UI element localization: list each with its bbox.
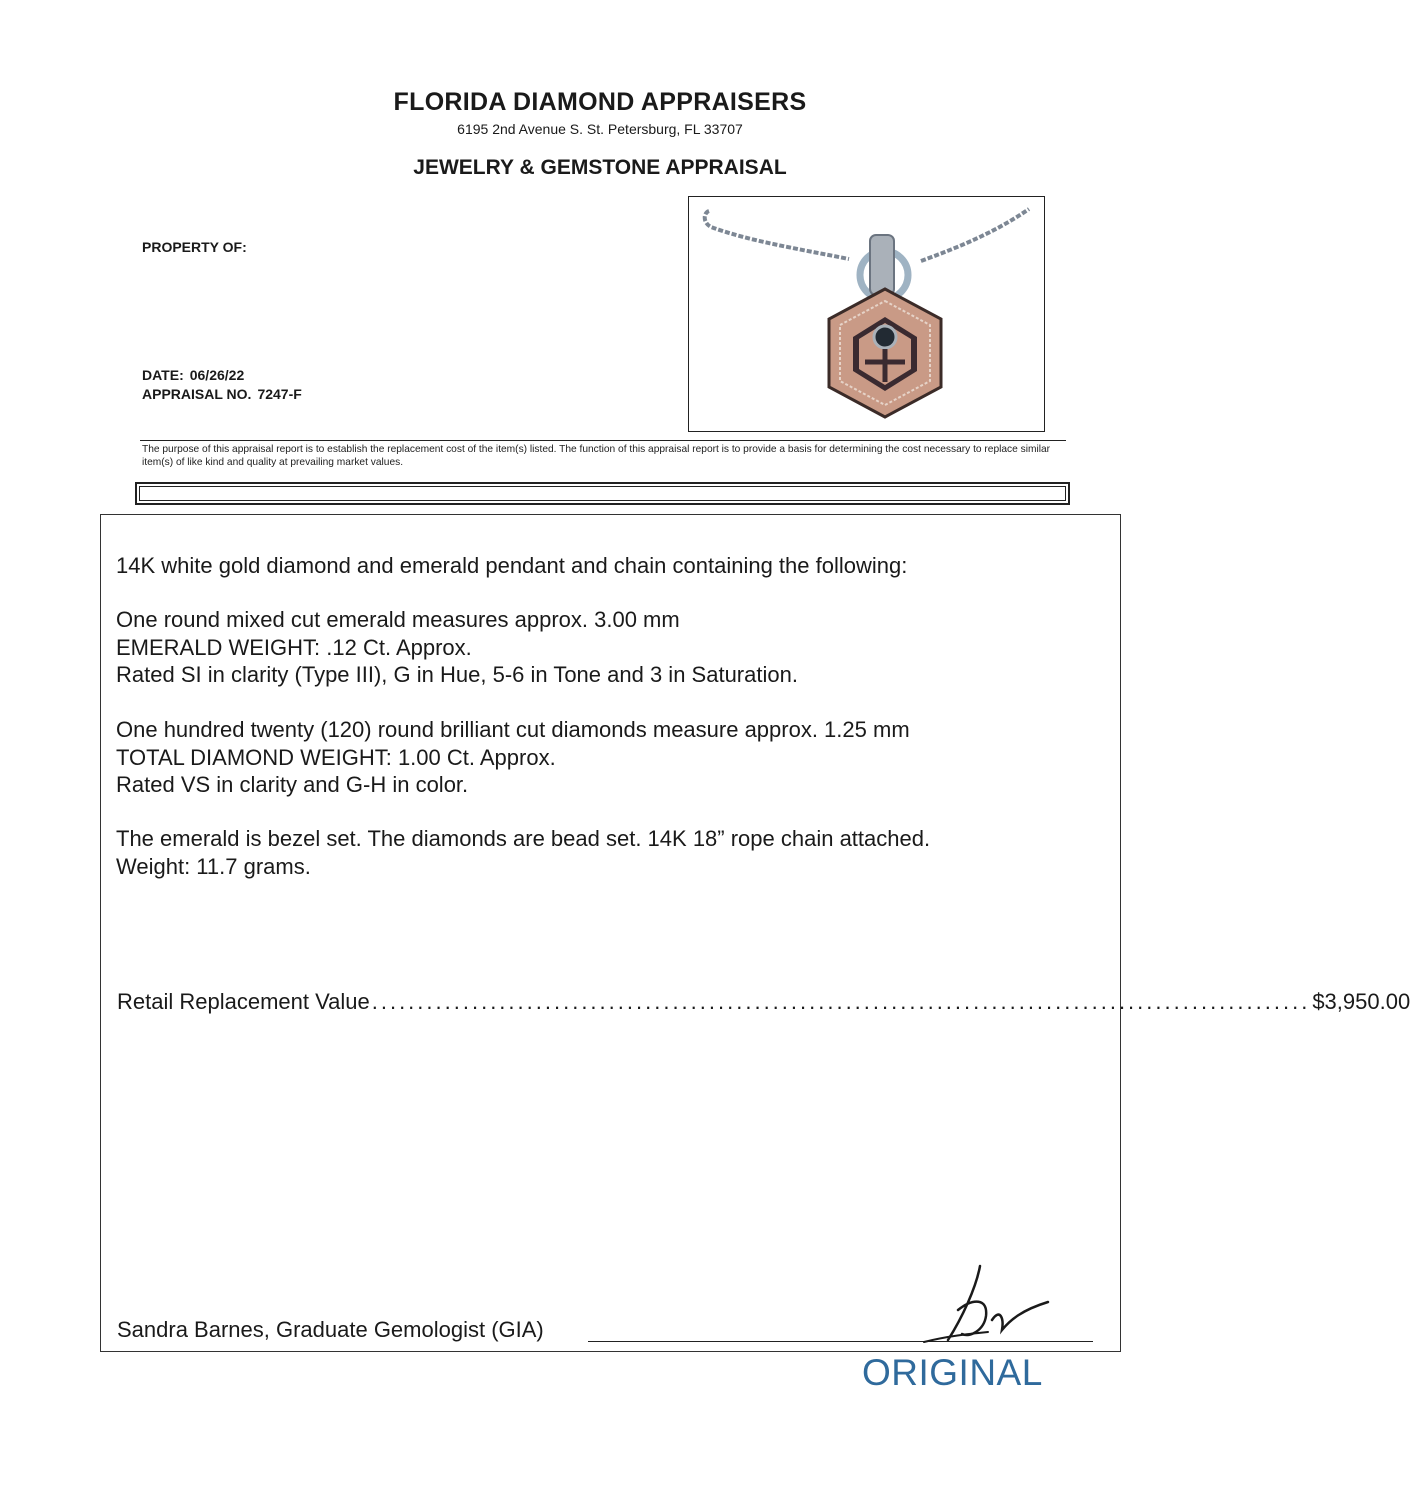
appraisal-number-row (142, 385, 302, 404)
purpose-statement: The purpose of this appraisal report is to establish the replacement cost of the item(s) listed. The function of this appraisal report is to provide a basis for determining the cost necessary to replace similar item(s) of like kind and quality at prevailing market values. (142, 444, 1051, 468)
setting-line: The emerald is bezel set. The diamonds are bead set. 14K 18” rope chain attached. (116, 826, 931, 851)
date-label: DATE: (142, 367, 184, 383)
chain-left (705, 211, 849, 259)
appraisal-number-value: 7247-F (257, 386, 302, 402)
leader-dots: ....................................................................................................... (371, 989, 1311, 1014)
pendant-image (689, 197, 1044, 431)
emerald-line: One round mixed cut emerald measures approx. 3.00 mm (116, 607, 680, 632)
property-of-label: PROPERTY OF: (142, 239, 247, 255)
date-value: 06/26/22 (189, 367, 245, 383)
diamond-line: TOTAL DIAMOND WEIGHT: 1.00 Ct. Approx. (116, 744, 556, 770)
document-title: JEWELRY & GEMSTONE APPRAISAL (413, 156, 787, 179)
appraisal-meta (142, 366, 302, 404)
signer-name: Sandra Barnes, Graduate Gemologist (GIA) (117, 1317, 544, 1342)
diamond-line: Rated VS in clarity and G-H in color. (116, 772, 469, 797)
retail-value-label: Retail Replacement Value (117, 989, 370, 1014)
retail-value-amount: $3,950.00 (1312, 989, 1410, 1014)
appraisal-number-label: APPRAISAL NO. (142, 386, 252, 402)
diamond-details (116, 716, 910, 799)
item-photo (688, 196, 1045, 432)
company-name: FLORIDA DIAMOND APPRAISERS (393, 88, 807, 116)
emerald-details (116, 606, 798, 689)
original-stamp: ORIGINAL (862, 1352, 1043, 1393)
emerald-stone (874, 326, 896, 348)
diamond-line: One hundred twenty (120) round brilliant cut diamonds measure approx. 1.25 mm (116, 717, 910, 742)
setting-line: Weight: 11.7 grams. (116, 853, 311, 879)
purpose-rule (140, 440, 1066, 441)
double-border-inner (139, 486, 1066, 501)
retail-value-row (117, 989, 1410, 1015)
emerald-line: Rated SI in clarity (Type III), G in Hue, 5-6 in Tone and 3 in Saturation. (116, 662, 798, 687)
chain-right (921, 209, 1029, 261)
date-row (142, 366, 302, 385)
emerald-line: EMERALD WEIGHT: .12 Ct. Approx. (116, 634, 472, 660)
item-intro: 14K white gold diamond and emerald pendant and chain containing the following: (116, 553, 908, 578)
bail (870, 235, 894, 295)
double-border-bar (135, 482, 1070, 505)
company-address: 6195 2nd Avenue S. St. Petersburg, FL 33707 (457, 121, 743, 137)
setting-details (116, 825, 930, 880)
handwritten-signature (918, 1258, 1058, 1348)
